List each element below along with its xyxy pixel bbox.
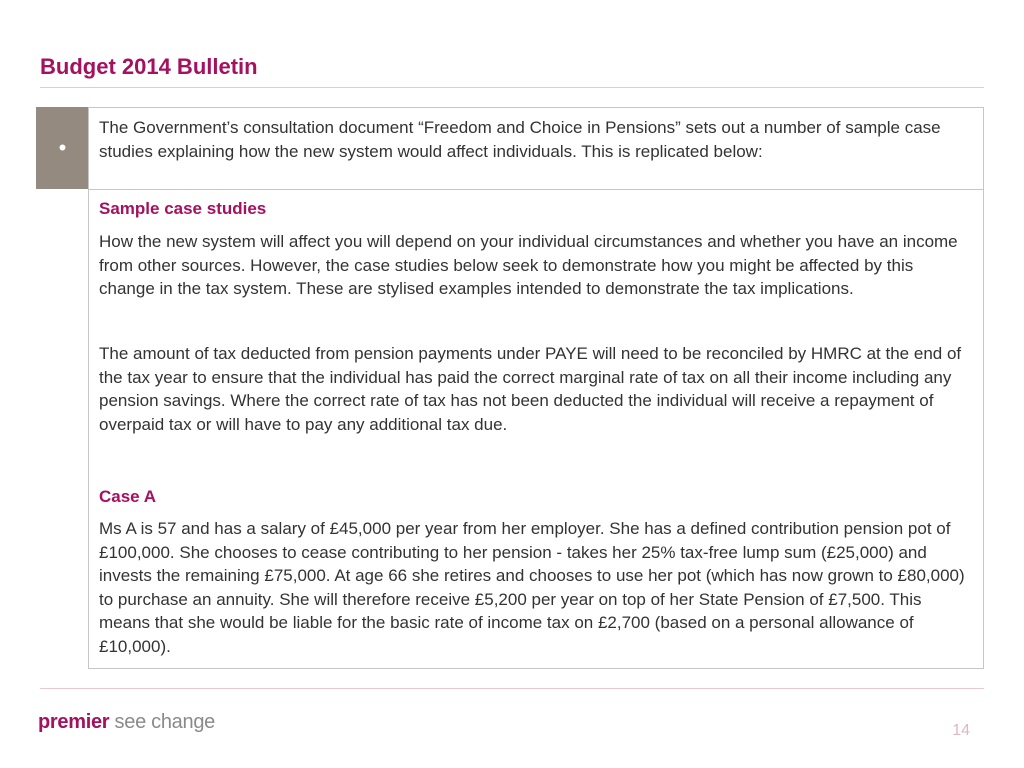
- sample-case-studies-heading: Sample case studies: [99, 199, 267, 218]
- content-panel: [88, 107, 984, 669]
- logo-brand-text: premier: [38, 711, 110, 733]
- sample-paragraph-2: The amount of tax deducted from pension payments under PAYE will need to be reconciled by HMRC at the end of the tax year to ensure that the individual has paid the correct marginal rate of tax on all their income including any pension savings. Where the correct rate of tax has not been deducted the individual will receive a repayment of overpaid tax or will have to pay any additional tax due.: [99, 344, 962, 434]
- bullet-icon: •: [58, 135, 67, 160]
- title-divider: [40, 87, 984, 88]
- panel-divider: [89, 189, 983, 190]
- footer-divider: [40, 688, 984, 689]
- sample-paragraph-1: How the new system will affect you will depend on your individual circumstances and whether you have an income from other sources. However, the case studies below seek to demonstrate how you might be affected by this change in the tax system. These are stylised examples intended to demonstrate the tax implications.: [99, 232, 958, 298]
- bullet-marker: [36, 107, 89, 189]
- intro-paragraph: The Government’s consultation document “Freedom and Choice in Pensions” sets out a number of sample case studies explaining how the new system would affect individuals. This is replicated below:: [99, 118, 941, 161]
- premier-logo: [38, 709, 215, 735]
- page-title: Budget 2014 Bulletin: [40, 54, 258, 79]
- case-a-paragraph: Ms A is 57 and has a salary of £45,000 per year from her employer. She has a defined contribution pension pot of £100,000. She chooses to cease contributing to her pension - takes her 25% tax-free lump sum (£25,000) and invests the remaining £75,000. At age 66 she retires and chooses to use her pot (which has now grown to £80,000) to purchase an annuity. She will therefore receive £5,200 per year on top of her State Pension of £7,500. This means that she would be liable for the basic rate of income tax on £2,700 (based on a personal allowance of £10,000).: [99, 519, 965, 656]
- case-a-heading: Case A: [99, 487, 157, 506]
- logo-tagline: see change: [114, 711, 215, 733]
- page-number: 14: [952, 722, 970, 739]
